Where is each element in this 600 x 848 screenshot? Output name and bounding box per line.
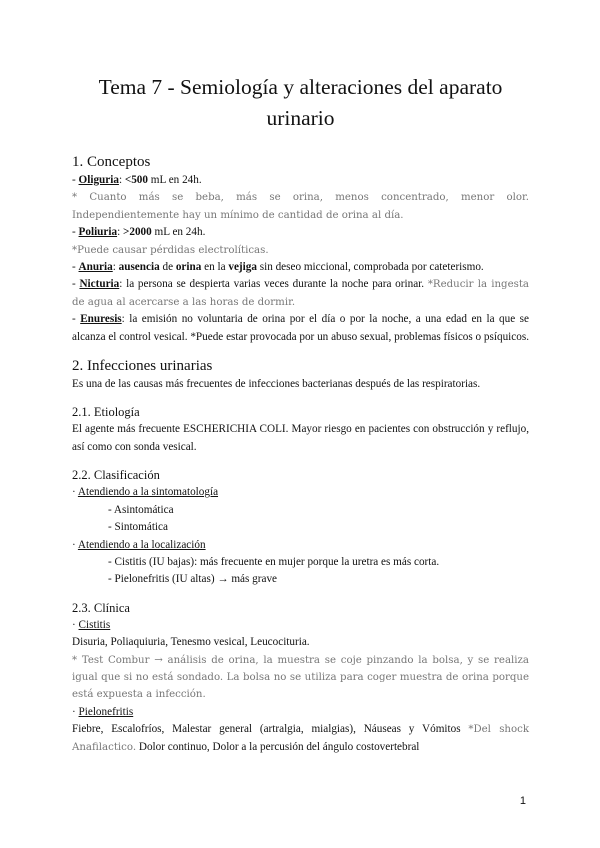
anuria-word-ausencia: ausencia	[118, 261, 160, 274]
poliuria-definition: - Poliuria: >2000 mL en 24h.	[72, 226, 206, 239]
poliuria-rest: mL en 24h.	[151, 226, 206, 239]
nicturia-note: *Reducir la ingesta de agua al acercarse a las horas de dormir.	[72, 279, 529, 308]
localizacion-label-text: Atendiendo a la localización	[77, 538, 206, 551]
nicturia-text: : la persona se despierta varias veces durante la noche para orinar.	[119, 278, 428, 291]
pielonefritis-label-text: Pielonefritis	[78, 705, 134, 718]
subsection-heading-etiologia: 2.1. Etiología	[72, 405, 140, 420]
pielonefritis-note: *Del shock Anafilactico.	[72, 724, 530, 753]
cistitis-text: Disuria, Poliaquiuria, Tenesmo vesical, Leucocituria.	[72, 636, 310, 649]
pielonefritis-symptoms-2: Dolor continuo, Dolor a la percusión del ángulo costovertebral	[136, 740, 420, 753]
enuresis-term: Enuresis	[80, 313, 122, 326]
nicturia-definition: - Nicturia: la persona se despierta varias veces durante la noche para orinar. *Reducir la ingesta de agua al acercarse a las horas de dormir.	[72, 278, 529, 308]
poliuria-value: >2000	[122, 226, 152, 239]
sintomatologia-label: · Atendiendo a la sintomatología	[72, 486, 219, 499]
sintomatologia-label-text: Atendiendo a la sintomatología	[77, 486, 219, 499]
pielonefritis-text	[72, 721, 529, 756]
oliguria-note: * Cuanto más se beba, más se orina, menos concentrado, menor olor. Independientemente hay un mínimo de cantidad de orina al día.	[72, 192, 529, 221]
enuresis-definition: - Enuresis: la emisión no voluntaria de orina por el día o por la noche, a una edad en la que se alcanza el control vesical. *Puede estar provocada por un abuso sexual, problemas físicos o psíquicos.	[72, 313, 529, 343]
cistitis-note: * Test Combur → análisis de orina, la muestra se coje pinzando la bolsa, y se realiza igual que si no está sondado. La bolsa no se utiliza para coger muestra de orina porque está expuesta a infección.	[72, 654, 529, 701]
anuria-term: Anuria	[78, 261, 113, 274]
section-heading-infecciones: 2. Infecciones urinarias	[72, 358, 213, 375]
etiologia-text: El agente más frecuente ESCHERICHIA COLI. Mayor riesgo en pacientes con obstrucción y reflujo, así como con sonda vesical.	[72, 423, 529, 453]
list-item: - Sintomática	[108, 521, 168, 534]
anuria-text-1: de	[159, 261, 176, 274]
list-item: - Asintomática	[108, 503, 174, 516]
subsection-heading-clinica: 2.3. Clínica	[72, 600, 130, 615]
oliguria-term: Oliguria	[78, 174, 119, 186]
oliguria-rest: mL en 24h.	[148, 174, 202, 186]
document-page	[72, 72, 529, 756]
anuria-text-2: en la	[201, 261, 229, 274]
oliguria-value: <500	[124, 174, 148, 186]
poliuria-term: Poliuria	[78, 226, 118, 239]
nicturia-term: Nicturia	[79, 278, 120, 291]
localizacion-label: · Atendiendo a la localización	[72, 538, 206, 551]
poliuria-note: *Puede causar pérdidas electrolíticas.	[72, 244, 269, 256]
enuresis-text: : la emisión no voluntaria de orina por el día o por la noche, a una edad en la que se alcanza el control vesical. *Puede estar provocada por un abuso sexual, problemas físicos o psíquicos.	[72, 313, 529, 343]
list-item: - Cistitis (IU bajas): más frecuente en mujer porque la uretra es más corta.	[108, 555, 440, 568]
section-heading-conceptos: 1. Conceptos	[72, 154, 151, 170]
document-title: Tema 7 - Semiología y alteraciones del aparato urinario	[98, 75, 503, 130]
subsection-heading-clasificacion: 2.2. Clasificación	[72, 468, 160, 483]
page-number: 1	[519, 795, 526, 807]
cistitis-label-text: Cistitis	[78, 618, 111, 631]
anuria-word-orina: orina	[175, 261, 202, 274]
cistitis-label: · Cistitis	[72, 618, 111, 631]
anuria-text-3: sin deseo miccional, comprobada por cateterismo.	[256, 261, 484, 274]
list-item: - Pielonefritis (IU altas) → más grave	[108, 573, 278, 586]
pielonefritis-label: · Pielonefritis	[72, 705, 134, 718]
infecciones-intro: Es una de las causas más frecuentes de infecciones bacterianas después de las respiratorias.	[72, 378, 481, 391]
pielonefritis-symptoms: Fiebre, Escalofríos, Malestar general (artralgia, mialgias), Náuseas y Vómitos	[72, 723, 469, 736]
anuria-definition: - Anuria: ausencia de orina en la vejiga sin deseo miccional, comprobada por cateterismo.	[72, 261, 484, 274]
anuria-word-vejiga: vejiga	[228, 261, 257, 274]
oliguria-definition: - Oliguria: <500 mL en 24h.	[72, 174, 202, 186]
